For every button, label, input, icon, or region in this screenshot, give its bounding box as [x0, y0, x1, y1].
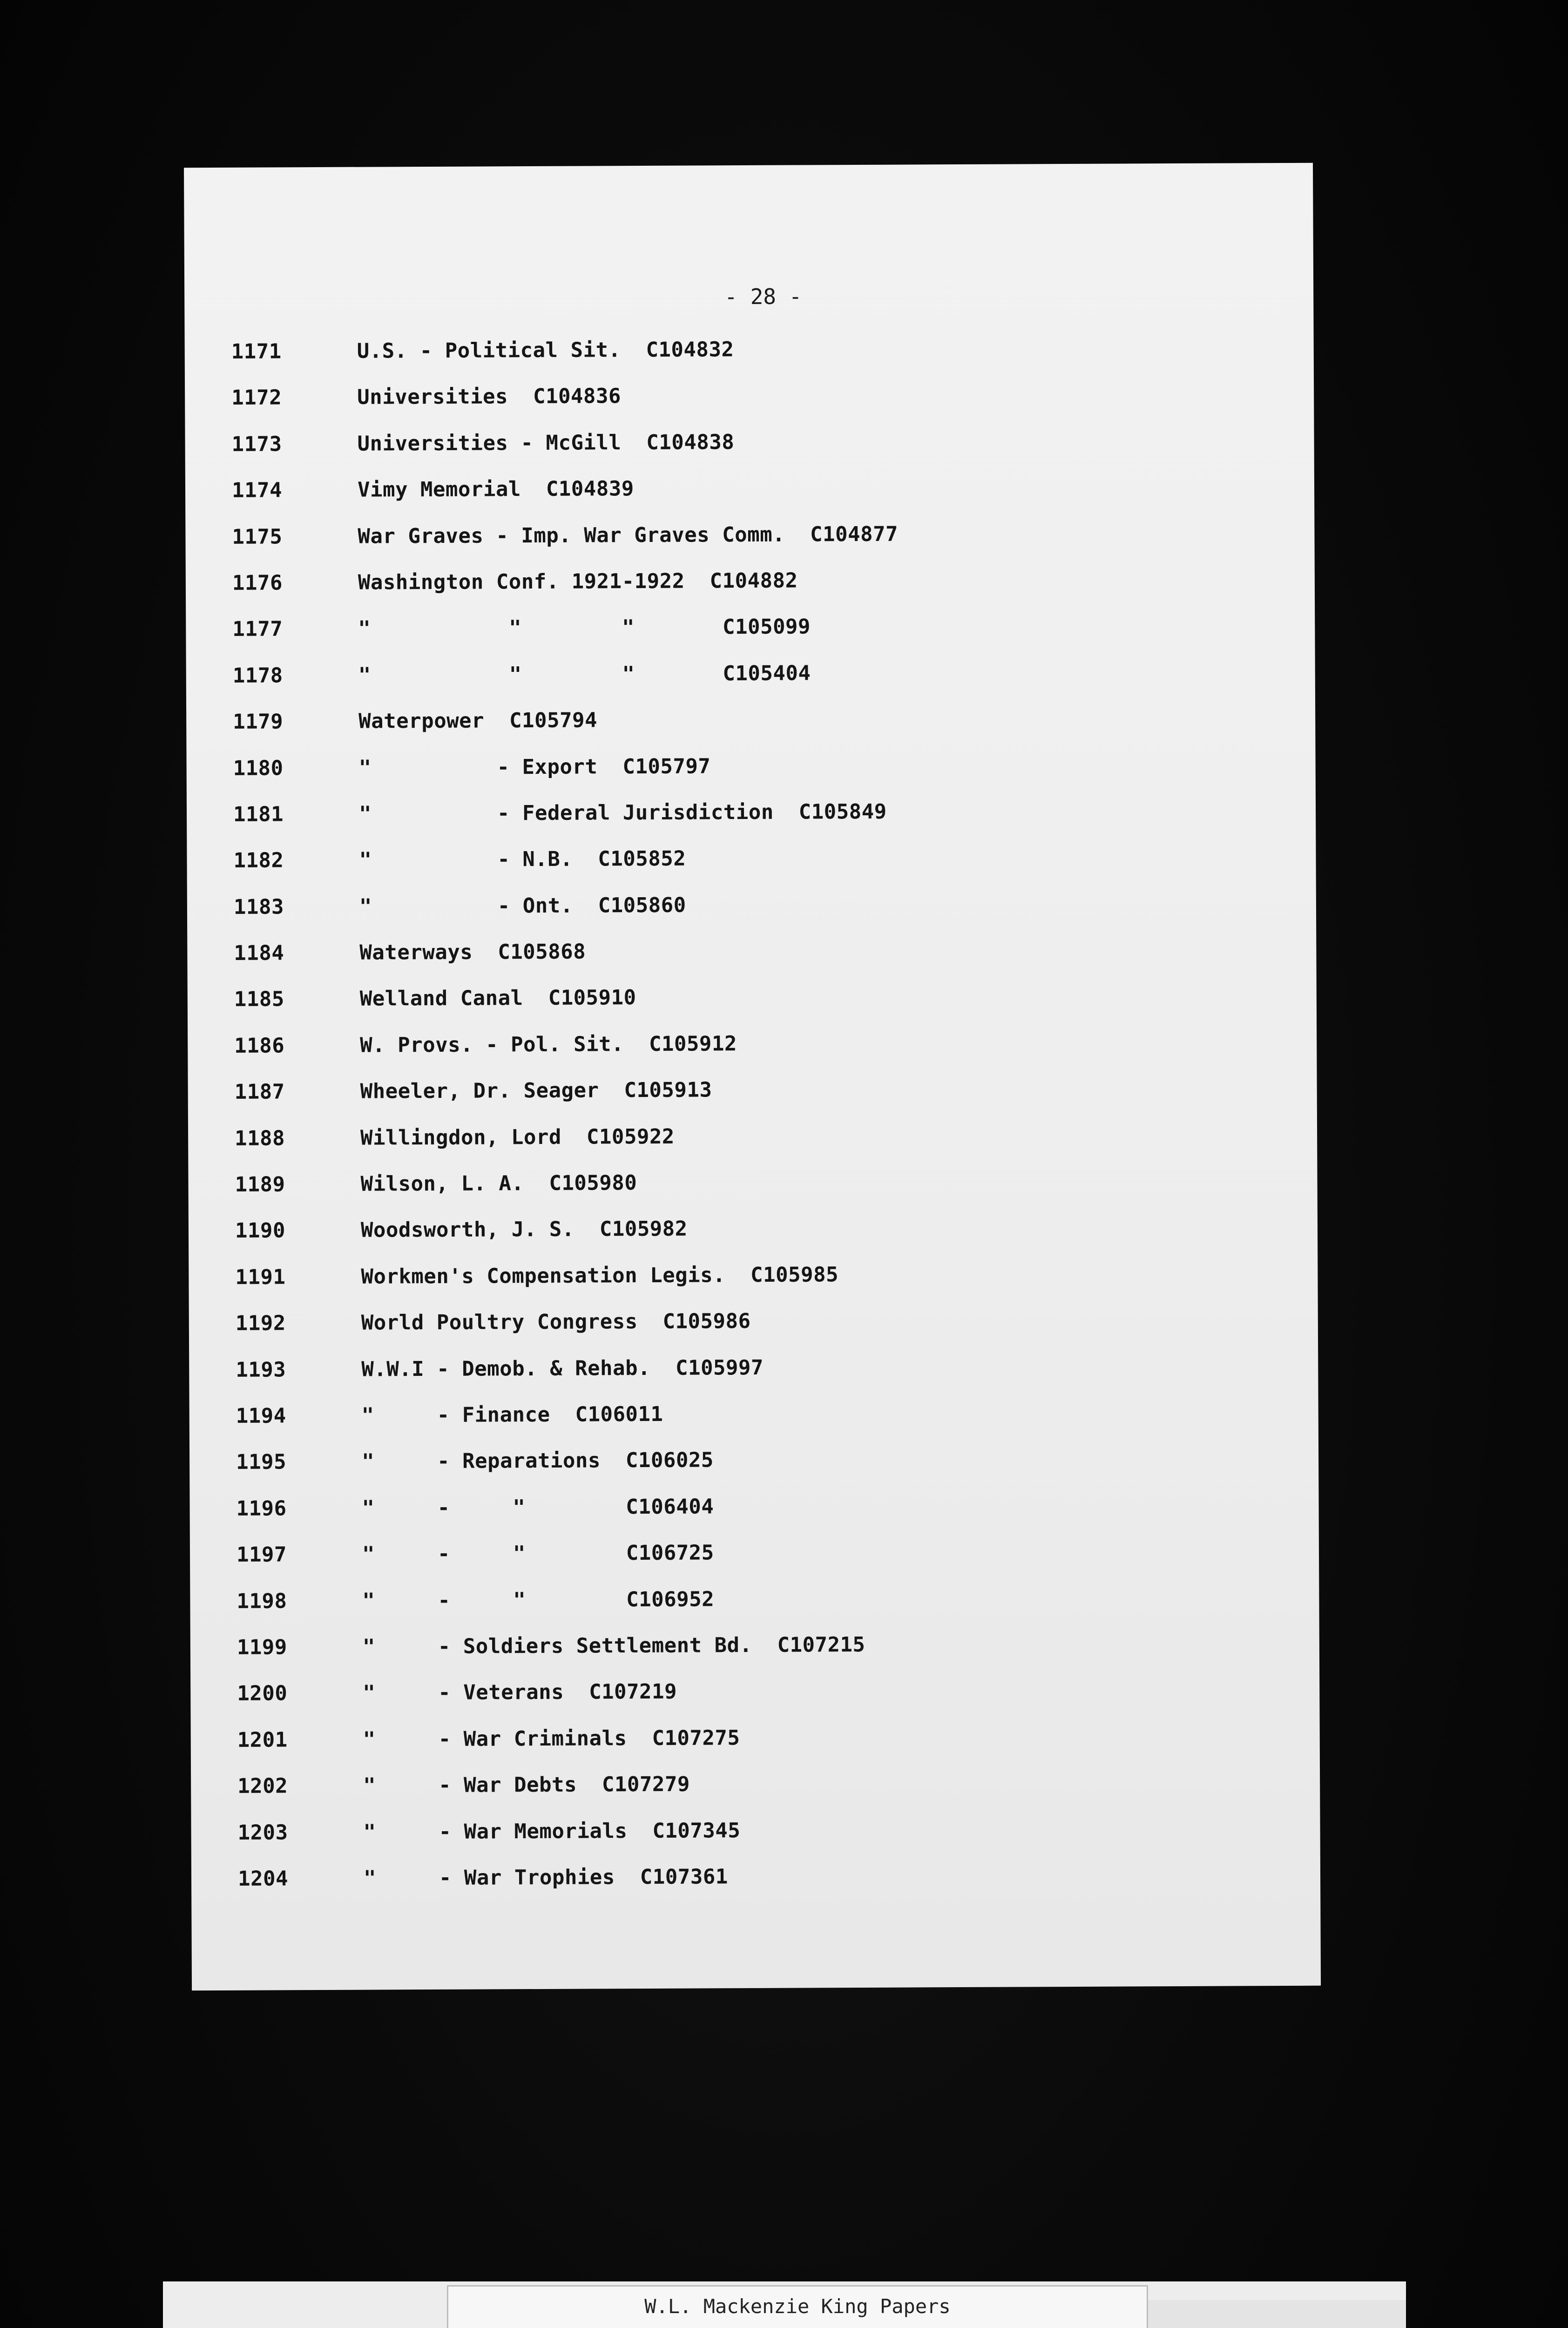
entry-text: " - " C106952	[362, 1587, 715, 1613]
entry-number: 1186	[234, 1034, 285, 1058]
list-item	[237, 1631, 1261, 1682]
list-item	[234, 983, 1258, 1034]
list-item	[238, 1862, 1262, 1913]
entry-number: 1203	[237, 1820, 288, 1845]
entry-number: 1198	[237, 1589, 287, 1613]
entry-number: 1192	[235, 1311, 286, 1336]
list-item	[233, 845, 1257, 895]
list-item	[236, 1492, 1260, 1543]
entry-number: 1191	[235, 1265, 286, 1289]
entry-number: 1188	[234, 1126, 285, 1150]
entry-number: 1176	[232, 571, 283, 595]
entry-number: 1189	[235, 1172, 285, 1197]
list-item	[231, 335, 1256, 386]
entry-text: W. Provs. - Pol. Sit. C105912	[360, 1031, 737, 1057]
entry-text: " - Federal Jurisdiction C105849	[358, 799, 887, 826]
entry-text: Waterpower C105794	[358, 708, 598, 733]
page-number: - 28 -	[724, 284, 802, 310]
entry-text: Vimy Memorial C104839	[357, 477, 634, 502]
entry-text: U.S. - Political Sit. C104832	[357, 338, 734, 363]
entry-text: W.W.I - Demob. & Rehab. C105997	[361, 1355, 764, 1381]
list-item	[234, 937, 1258, 988]
list-item	[232, 474, 1256, 525]
entry-text: " - Ont. C105860	[359, 893, 686, 919]
entry-number: 1178	[232, 663, 283, 688]
entry-number: 1184	[234, 941, 284, 965]
entry-number: 1199	[237, 1635, 287, 1659]
entry-text: " - " C106725	[362, 1541, 714, 1566]
entry-number: 1173	[231, 432, 282, 456]
list-item	[236, 1353, 1260, 1404]
entry-text: Welland Canal C105910	[359, 986, 636, 1011]
entry-text: War Graves - Imp. War Graves Comm. C104877	[358, 522, 899, 548]
archive-label-card	[163, 2281, 1406, 2328]
entry-text: " " " C105099	[358, 615, 811, 641]
entry-number: 1194	[236, 1404, 286, 1428]
list-item	[236, 1446, 1260, 1497]
list-item	[236, 1307, 1260, 1358]
card-right-shade	[1145, 2300, 1406, 2328]
list-item	[232, 613, 1257, 664]
entry-number: 1197	[236, 1543, 287, 1567]
list-item	[233, 659, 1257, 710]
entry-number: 1196	[236, 1496, 287, 1521]
entry-text: " " " C105404	[358, 661, 811, 687]
entry-number: 1172	[231, 386, 282, 410]
entry-number: 1174	[231, 478, 283, 503]
entry-text: " - War Debts C107279	[363, 1772, 690, 1798]
list-item	[232, 521, 1256, 571]
entry-text: " - Soldiers Settlement Bd. C107215	[362, 1632, 865, 1659]
list-item	[237, 1678, 1261, 1728]
entry-text: " - Finance C106011	[361, 1402, 663, 1428]
entry-text: " - War Trophies C107361	[363, 1865, 728, 1890]
list-item	[235, 1076, 1259, 1126]
list-item	[235, 1122, 1259, 1173]
entry-number: 1182	[233, 848, 284, 873]
entry-number: 1201	[237, 1728, 288, 1752]
entry-number: 1179	[233, 710, 284, 734]
entry-number: 1177	[232, 617, 283, 642]
entry-number: 1171	[231, 339, 282, 364]
entry-number: 1185	[234, 987, 284, 1012]
entry-number: 1187	[234, 1080, 285, 1104]
list-item	[236, 1400, 1260, 1450]
list-item	[235, 1168, 1259, 1219]
list-item	[234, 891, 1258, 941]
entry-number: 1195	[236, 1450, 287, 1475]
entry-text: Workmen's Compensation Legis. C105985	[361, 1262, 839, 1289]
entry-list	[231, 335, 1263, 1913]
entry-number: 1200	[237, 1681, 288, 1706]
entry-text: World Poultry Congress C105986	[361, 1309, 751, 1335]
list-item	[234, 1029, 1258, 1080]
document-page	[184, 163, 1321, 1991]
list-item	[237, 1770, 1262, 1820]
entry-number: 1180	[233, 756, 284, 780]
entry-number: 1183	[233, 895, 284, 919]
entry-text: " - Reparations C106025	[362, 1448, 714, 1474]
entry-text: Woodsworth, J. S. C105982	[360, 1217, 688, 1243]
list-item	[237, 1538, 1261, 1589]
entry-text: " - N.B. C105852	[359, 846, 686, 872]
entry-text: Universities C104836	[357, 384, 622, 410]
list-item	[235, 1261, 1259, 1312]
collection-name: W.L. Mackenzie King Papers	[644, 2295, 951, 2318]
list-item	[232, 567, 1257, 617]
entry-text: " - Veterans C107219	[363, 1680, 677, 1705]
entry-number: 1175	[232, 524, 283, 549]
list-item	[231, 428, 1256, 479]
entry-text: " - War Criminals C107275	[363, 1726, 740, 1752]
list-item	[237, 1724, 1262, 1774]
entry-number: 1181	[233, 802, 284, 826]
list-item	[233, 705, 1257, 756]
entry-text: " - " C106404	[362, 1495, 714, 1520]
entry-number: 1193	[236, 1357, 286, 1382]
entry-number: 1190	[235, 1218, 286, 1243]
entry-text: " - Export C105797	[358, 754, 711, 780]
entry-number: 1204	[237, 1867, 289, 1891]
list-item	[233, 798, 1257, 849]
entry-number: 1202	[237, 1774, 288, 1798]
entry-text: Wheeler, Dr. Seager C105913	[360, 1078, 712, 1103]
list-item	[238, 1816, 1262, 1867]
entry-text: Willingdon, Lord C105922	[360, 1124, 675, 1150]
collection-tab	[447, 2285, 1148, 2328]
list-item	[231, 382, 1256, 433]
entry-text: Wilson, L. A. C105980	[360, 1171, 637, 1196]
list-item	[233, 752, 1257, 803]
entry-text: Washington Conf. 1921-1922 C104882	[358, 568, 798, 595]
entry-text: " - War Memorials C107345	[363, 1818, 741, 1844]
entry-text: Universities - McGill C104838	[357, 430, 735, 456]
entry-text: Waterways C105868	[359, 940, 586, 965]
list-item	[235, 1215, 1259, 1266]
list-item	[237, 1585, 1261, 1636]
